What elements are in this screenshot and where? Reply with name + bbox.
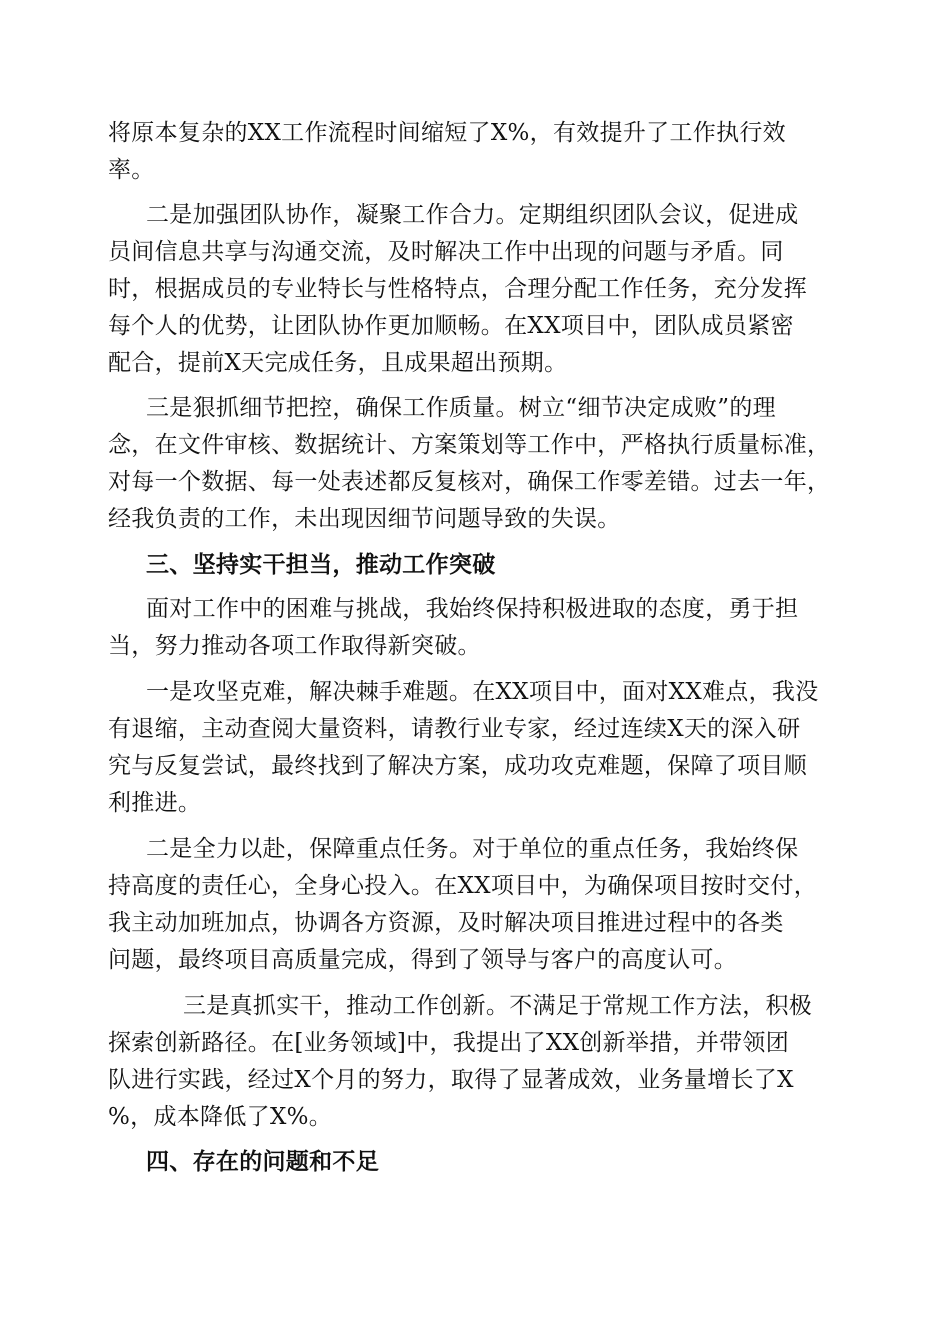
text-line: %，成本降低了X%。	[108, 1104, 333, 1130]
text-line: 配合，提前X天完成任务，且成果超出预期。	[108, 350, 568, 376]
text-line: 将原本复杂的XX工作流程时间缩短了X%，有效提升了工作执行效	[108, 120, 786, 146]
text-line: 利推进。	[108, 790, 202, 816]
text-line: 有退缩，主动查阅大量资料，请教行业专家，经过连续X天的深入研	[108, 716, 801, 742]
section-heading: 四、存在的问题和不足	[146, 1149, 379, 1175]
paragraph-start-line: 面对工作中的困难与挑战，我始终保持积极进取的态度，勇于担	[146, 596, 799, 622]
text-line: 经我负责的工作，未出现因细节问题导致的失误。	[108, 506, 621, 532]
text-line: 探索创新路径。在[业务领域]中，我提出了XX创新举措，并带领团	[108, 1030, 789, 1056]
text-line: 当，努力推动各项工作取得新突破。	[108, 633, 481, 659]
paragraph-start-line: 三是狠抓细节把控，确保工作质量。树立“细节决定成败”的理	[146, 395, 776, 421]
paragraph-start-line: 二是全力以赴，保障重点任务。对于单位的重点任务，我始终保	[146, 836, 799, 862]
text-line: 我主动加班加点，协调各方资源，及时解决项目推进过程中的各类	[108, 910, 784, 936]
text-line: 念，在文件审核、数据统计、方案策划等工作中，严格执行质量标准，	[108, 432, 831, 458]
text-line: 持高度的责任心，全身心投入。在XX项目中，为确保项目按时交付，	[108, 873, 818, 899]
text-line: 时，根据成员的专业特长与性格特点，合理分配工作任务，充分发挥	[108, 276, 807, 302]
text-line: 员间信息共享与沟通交流，及时解决工作中出现的问题与矛盾。同	[108, 239, 784, 265]
text-line: 率。	[108, 157, 155, 183]
text-line: 问题，最终项目高质量完成，得到了领导与客户的高度认可。	[108, 947, 738, 973]
text-line: 每个人的优势，让团队协作更加顺畅。在XX项目中，团队成员紧密	[108, 313, 794, 339]
text-line: 究与反复尝试，最终找到了解决方案，成功攻克难题，保障了项目顺	[108, 753, 807, 779]
paragraph-start-line: 二是加强团队协作，凝聚工作合力。定期组织团队会议，促进成	[146, 202, 799, 228]
section-heading: 三、坚持实干担当，推动工作突破	[146, 552, 496, 578]
text-line: 队进行实践，经过X个月的努力，取得了显著成效，业务量增长了X	[108, 1067, 794, 1093]
text-line: 对每一个数据、每一处表述都反复核对，确保工作零差错。过去一年，	[108, 469, 831, 495]
paragraph-start-line: 三是真抓实干，推动工作创新。不满足于常规工作方法，积极	[183, 993, 813, 1019]
paragraph-start-line: 一是攻坚克难，解决棘手难题。在XX项目中，面对XX难点，我没	[146, 679, 819, 705]
